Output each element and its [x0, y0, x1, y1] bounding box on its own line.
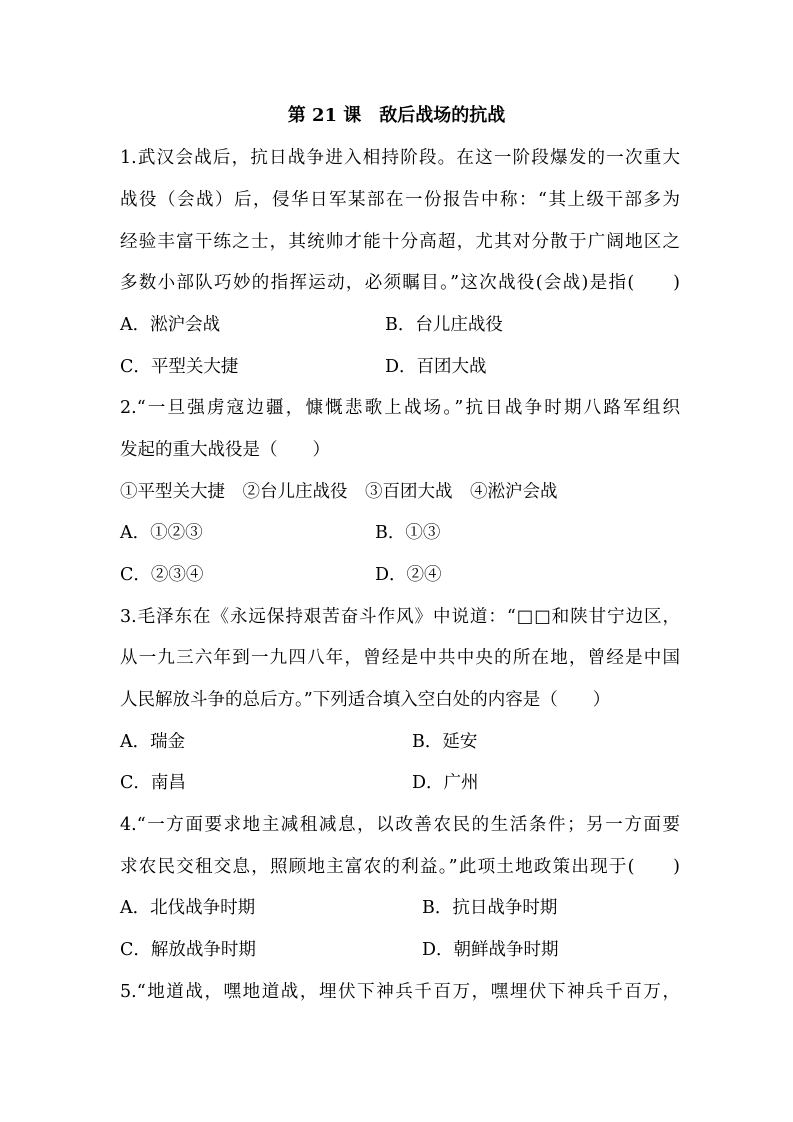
q3-option-d: D．广州: [412, 773, 479, 793]
q3-option-b: B．延安: [412, 732, 478, 752]
q4-option-a: A．北伐战争时期: [120, 898, 256, 918]
q1-option-d: D．百团大战: [385, 357, 487, 377]
q4-option-c: C．解放战争时期: [120, 940, 256, 960]
lesson-title: 第 21 课 敌后战场的抗战: [287, 105, 506, 126]
q2-stem-line-1: 2.“一旦强虏寇边疆，慷慨悲歌上战场。”抗日战争时期八路军组织: [120, 398, 680, 418]
q2-option-c: C．②③④: [120, 565, 204, 585]
q3-option-c: C．南昌: [120, 773, 186, 793]
q3-stem-line-3: 人民解放斗争的总后方。”下列适合填入空白处的内容是（ ）: [120, 690, 611, 710]
q5-stem-line-1: 5.“地道战，嘿地道战，埋伏下神兵千百万，嘿埋伏下神兵千百万，: [120, 982, 680, 1002]
q1-option-a: A．淞沪会战: [120, 315, 221, 335]
q1-option-b: B．台儿庄战役: [385, 315, 503, 335]
q1-stem-line-3: 经验丰富干练之士，其统帅才能十分高超，尤其对分散于广阔地区之: [120, 232, 680, 252]
q1-stem-line-1: 1.武汉会战后，抗日战争进入相持阶段。在这一阶段爆发的一次重大: [120, 148, 680, 168]
q3-option-a: A．瑞金: [120, 732, 186, 752]
q4-option-d: D．朝鲜战争时期: [422, 940, 559, 960]
q4-stem-line-2: 求农民交租交息，照顾地主富农的利益。”此项土地政策出现于( ): [120, 857, 680, 877]
q2-stem-line-2: 发起的重大战役是（ ）: [120, 440, 330, 460]
q2-items: ①平型关大捷 ②台儿庄战役 ③百团大战 ④淞沪会战: [120, 482, 558, 502]
q1-stem-line-4: 多数小部队巧妙的指挥运动，必须瞩目。”这次战役(会战)是指( ): [120, 273, 680, 293]
q4-option-b: B．抗日战争时期: [422, 898, 558, 918]
q1-option-c: C．平型关大捷: [120, 357, 239, 377]
q4-stem-line-1: 4.“一方面要求地主减租减息，以改善农民的生活条件；另一方面要: [120, 815, 680, 835]
q2-option-b: B．①③: [375, 523, 441, 543]
q2-option-a: A．①②③: [120, 523, 203, 543]
q3-stem-line-2: 从一九三六年到一九四八年，曾经是中共中央的所在地，曾经是中国: [120, 648, 680, 668]
q1-stem-line-2: 战役（会战）后，侵华日军某部在一份报告中称：“其上级干部多为: [120, 190, 680, 210]
q2-option-d: D．②④: [375, 565, 442, 585]
q3-stem-line-1: 3.毛泽东在《永远保持艰苦奋斗作风》中说道：“□□和陕甘宁边区，: [120, 607, 680, 627]
